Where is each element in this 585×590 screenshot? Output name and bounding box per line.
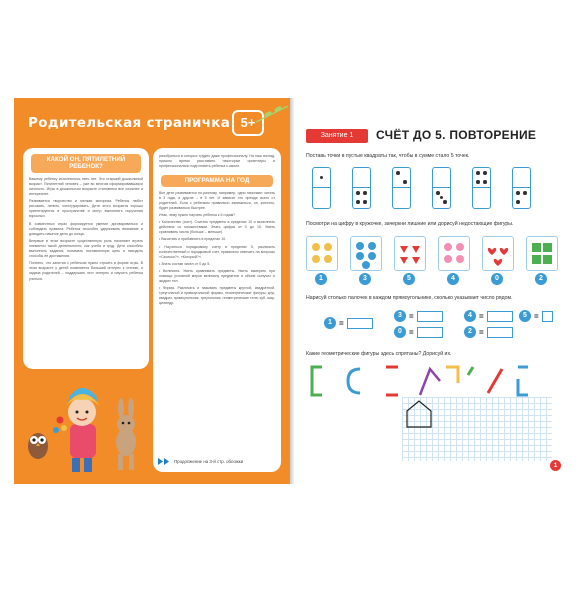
section-heading: ПРОГРАММА НА ГОД (161, 175, 273, 186)
lesson-page (294, 98, 571, 484)
count-row[interactable] (394, 326, 443, 338)
answer-box[interactable] (417, 327, 443, 338)
paragraph: • Форма. Различать и называть предметы круглой, квадратной, треугольной и прямоугольной формы, геометрические фигуры: круг, квадрат, прямоугольник, треугольник, геометрические тела: куб, шар, цилиндр. (159, 286, 275, 306)
figure-card (394, 236, 426, 271)
count-row[interactable] (519, 310, 553, 322)
answer-box[interactable] (487, 311, 513, 322)
section-heading: КАКОЙ ОН, ПЯТИЛЕТНИЙ РЕБЕНОК? (31, 154, 141, 173)
paragraph: • Количество (счет). Считать предметы в пределах 10 и выполнять действия со множествами. Знать цифры от 0 до 10. Уметь сравнивать числа (больше – меньше). (159, 220, 275, 235)
answer-box[interactable] (487, 327, 513, 338)
equals-sign: = (339, 318, 344, 328)
number-circle: 0 (394, 326, 406, 338)
count-row[interactable] (324, 317, 373, 329)
count-row[interactable] (464, 310, 513, 322)
heart-icon (483, 237, 513, 270)
apple-icon (307, 237, 337, 270)
answer-box[interactable] (347, 318, 373, 329)
kids-illustration (22, 376, 152, 476)
paragraph: • Знать состав чисел от 0 до 5. (159, 261, 211, 266)
owl-icon (28, 433, 48, 459)
number-circle: 1 (324, 317, 336, 329)
domino[interactable] (312, 167, 331, 209)
equals-sign: = (479, 327, 484, 337)
equals-sign: = (409, 311, 414, 321)
strawberry-icon (395, 237, 425, 270)
number-circle: 2 (535, 273, 547, 285)
section-text (153, 191, 281, 307)
domino[interactable] (352, 167, 371, 209)
number-circle: 2 (464, 326, 476, 338)
lesson-topic: СЧЁТ ДО 5. ПОВТОРЕНИЕ (376, 128, 537, 142)
age-badge: 5+ (232, 110, 264, 136)
page-title: Родительская страничка (28, 115, 231, 131)
paragraph: • Научиться порядковому счету в пределах 5, различать количественный и порядковый счет, правильно отвечать на вопросы «Сколько?», «Который?». (159, 244, 275, 259)
number-circle: 1 (315, 273, 327, 285)
equals-sign: = (534, 311, 539, 321)
balloon-icon (351, 237, 381, 270)
paragraph: разобраться в которых трудно даже профессионалу. На наш взгляд, пришло время расставить некоторые ориентиры и профессионально подготовить ребенка к школе. (159, 154, 275, 169)
answer-box[interactable] (417, 311, 443, 322)
number-circle: 4 (464, 310, 476, 322)
paragraph: Все дети развиваются по-разному, например, одни начинают читать в 3 года, а другие – в 5 лет. И зависит это прежде всего от родителей. Если с ребенком правильно заниматься, он, конечно, будет развиваться быстрее. (159, 190, 275, 210)
equals-sign: = (479, 311, 484, 321)
cube-icon (527, 237, 557, 270)
bunny-icon (116, 398, 136, 470)
lesson-label: Занятие 1 (306, 129, 368, 143)
figure-card (526, 236, 558, 271)
number-circle: 4 (447, 273, 459, 285)
house-icon (404, 399, 434, 429)
number-circle: 5 (403, 273, 415, 285)
paragraph: • Вычитать и прибавлять в пределах 10. (159, 237, 227, 242)
paragraph: В совместных играх формируется умение договариваться и соблюдать правила. Ребенок способен удерживать внимание и доводить начатое дело до конца. (29, 221, 143, 236)
paragraph: Впервые в этом возрасте существенную роль начинают играть элементы такой деятельности, как учеба и труд. Дети способны выполнять задания, понимать поставленную цель и находить способы ее достижения. (29, 238, 143, 259)
task-2: Посмотри на цифру в кружочке, зачеркни лишние или дорисуй недостающие фигуры. (306, 221, 514, 227)
info-panel-1 (23, 148, 149, 369)
task-1: Поставь точки в пустые квадраты так, чтобы в сумме стало 5 точек. (306, 153, 470, 159)
book-spread (14, 98, 571, 484)
number-circle: 3 (394, 310, 406, 322)
paragraph: Итак, чему нужно научить ребенка к 6 годам? (159, 213, 236, 218)
figure-card (350, 236, 382, 271)
equals-sign: = (409, 327, 414, 337)
branch-icon (254, 102, 290, 126)
number-circle: 0 (491, 273, 503, 285)
domino[interactable] (512, 167, 531, 209)
answer-box[interactable] (542, 311, 553, 322)
task-4: Какие геометрические фигуры здесь спрятаны? Дорисуй их. (306, 351, 452, 357)
continue-note: Продолжение на 3-й стр. обложки (174, 459, 244, 464)
paragraph: Развивается творчество и мелкая моторика. Ребенок любит рисовать, лепить, конструировать. Дети этого возраста хорошо ориентируются в пространстве и могут выполнять поручения взрослых. (29, 199, 143, 219)
domino[interactable] (392, 167, 411, 209)
parent-page (14, 98, 290, 484)
girl-icon (53, 388, 100, 472)
paragraph: • Величина. Уметь сравнивать предметы. Уметь измерять при помощи условной мерки величину предметов и объем сыпучих и жидких тел. (159, 268, 275, 284)
number-circle: 3 (359, 273, 371, 285)
count-row[interactable] (464, 326, 513, 338)
info-panel-2 (153, 148, 281, 472)
domino[interactable] (472, 167, 491, 209)
section-intro-text (153, 148, 281, 169)
paragraph: Вашему ребенку исполнилось пять лет. Это старший дошкольный возраст. Пятилетний человек – уже во многом сформировавшаяся личность. Игры в дошкольном возрасте становятся все сложнее и интереснее. (29, 176, 143, 197)
page-number: 1 (550, 460, 561, 471)
task-3: Нарисуй столько палочек в каждом прямоугольнике, сколько указывает число рядом. (306, 295, 513, 301)
hidden-shapes[interactable] (308, 363, 558, 399)
count-row[interactable] (394, 310, 443, 322)
paragraph: Понятно, что занятия с ребенком нужно строить в форме игры. В этом возрасте у детей появляется больший интерес к чтению, и задача родителей – поддержать этот интерес и научить ребенка учиться. (29, 261, 143, 281)
figure-card (438, 236, 470, 271)
play-arrows-icon (158, 458, 172, 465)
figure-card (306, 236, 338, 271)
figure-card (482, 236, 514, 271)
number-circle: 5 (519, 310, 531, 322)
domino[interactable] (432, 167, 451, 209)
flower-icon (439, 237, 469, 270)
section-text (23, 177, 149, 282)
